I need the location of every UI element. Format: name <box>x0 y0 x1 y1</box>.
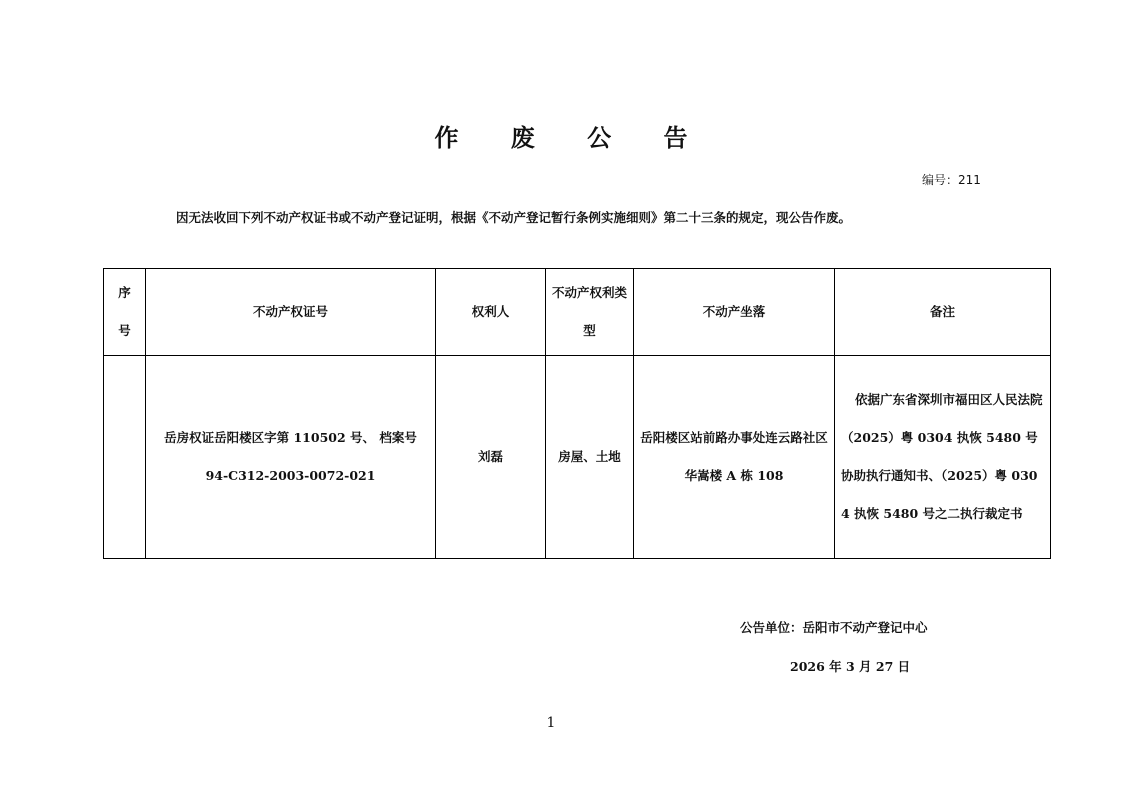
notice-title: 作 废 公 告 <box>434 123 710 152</box>
header-holder: 权利人 <box>436 269 546 356</box>
header-seq <box>104 269 146 356</box>
cell-seq <box>104 356 146 559</box>
cell-holder: 刘磊 <box>436 356 546 559</box>
table-row <box>104 356 1051 559</box>
header-right-type: 不动产权利类型 <box>546 269 634 356</box>
intro-paragraph: 因无法收回下列不动产权证书或不动产登记证明，根据《不动产登记暂行条例实施细则》第二十三条的规定，现公告作废。 <box>176 210 852 225</box>
cell-right-type: 房屋、土地 <box>546 356 634 559</box>
header-seq-line1: 序 <box>118 285 131 300</box>
header-seq-line2: 号 <box>118 323 131 338</box>
header-cert-no: 不动产权证号 <box>146 269 436 356</box>
cell-remark: 依据广东省深圳市福田区人民法院（2025）粤 0304 执恢 5480 号协助执行通知书、（2025）粤 0304 执恢 5480 号之二执行裁定书 <box>835 356 1051 559</box>
table-header-row <box>104 269 1051 356</box>
header-location: 不动产坐落 <box>634 269 835 356</box>
document-number: 编号：211 <box>922 173 981 187</box>
header-remark: 备注 <box>835 269 1051 356</box>
page-number: 1 <box>546 715 556 731</box>
notice-date: 2026 年 3 月 27 日 <box>790 659 911 674</box>
cell-cert-no: 岳房权证岳阳楼区字第 110502 号、 档案号 94-C312-2003-0072-021 <box>146 356 436 559</box>
issuing-unit: 公告单位：岳阳市不动产登记中心 <box>740 620 928 635</box>
cell-location: 岳阳楼区站前路办事处连云路社区华嵩楼 A 栋 108 <box>634 356 835 559</box>
void-notice-table <box>103 268 1051 559</box>
